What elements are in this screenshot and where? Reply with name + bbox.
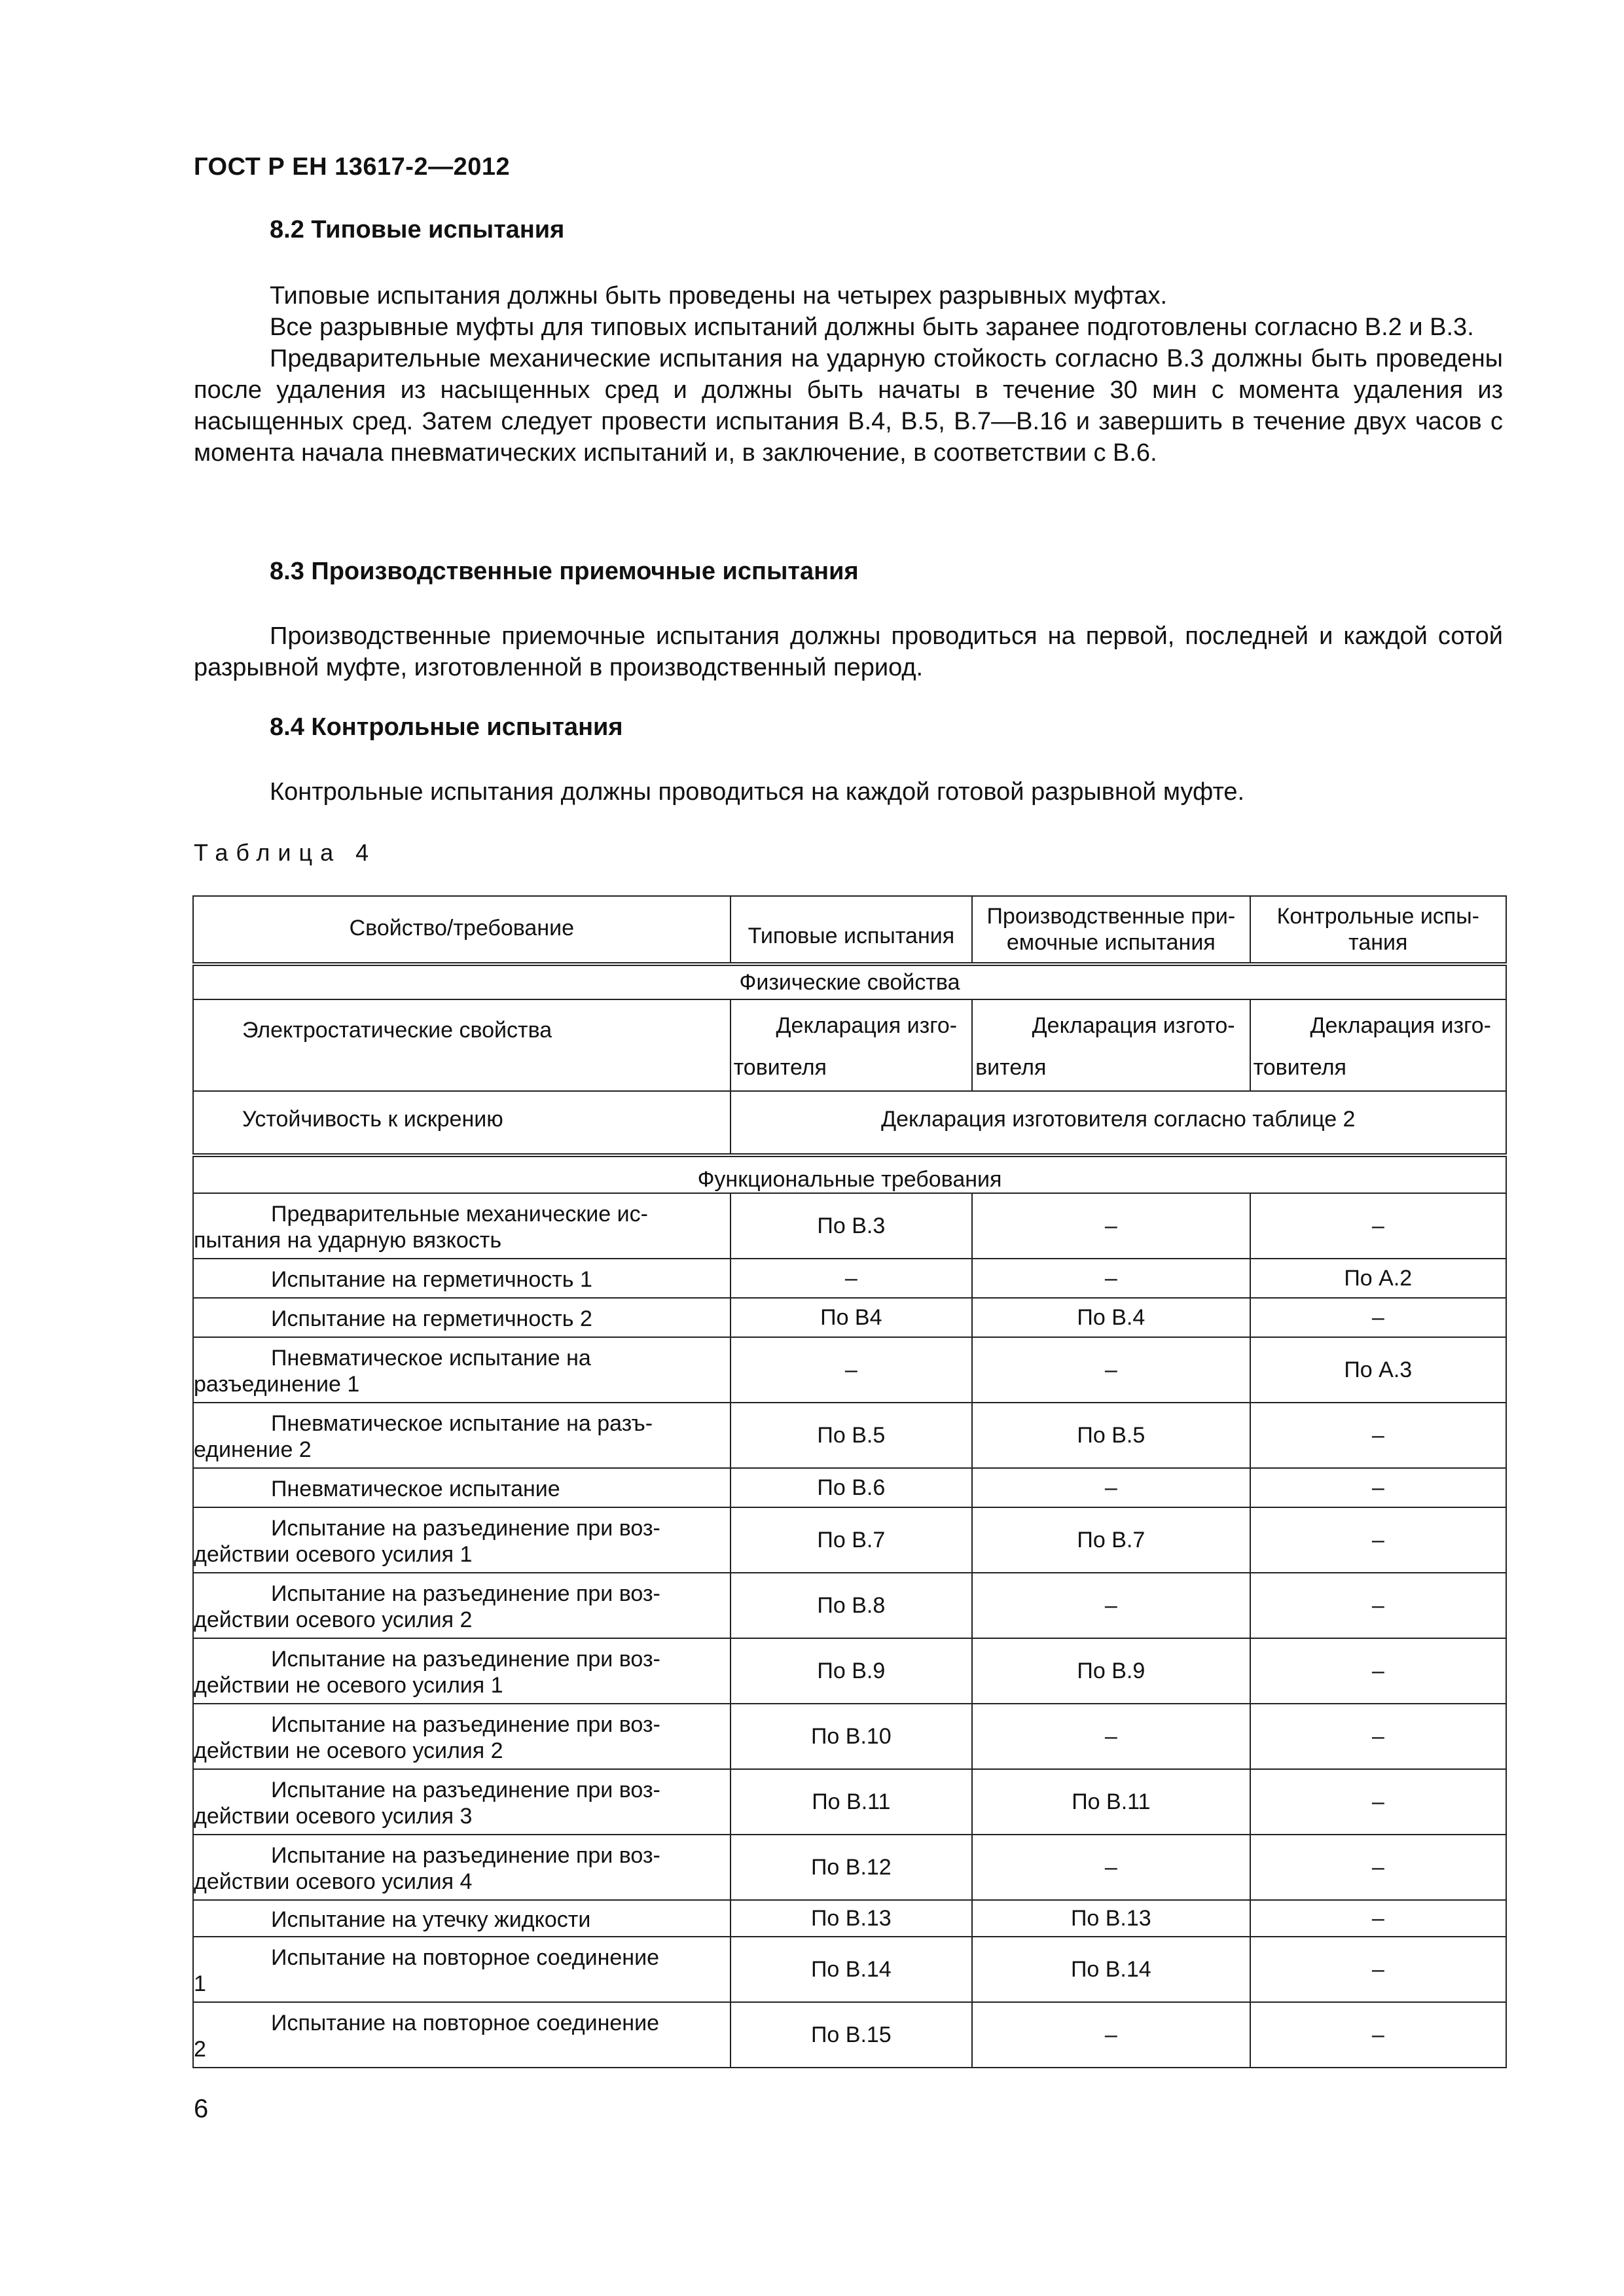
- cell-prod: По B.11: [972, 1769, 1250, 1835]
- row-label-line: Испытание на разъединение при воз-: [271, 1843, 660, 1868]
- row-label: [193, 1704, 731, 1769]
- table-row: [193, 999, 1506, 1091]
- row-label: [193, 1193, 731, 1259]
- paragraph: Типовые испытания должны быть проведены на четырех разрывных муфтах.: [270, 282, 1168, 310]
- table-row: [193, 1638, 1506, 1704]
- cell-prod: –: [972, 1835, 1250, 1900]
- row-label: [193, 1638, 731, 1704]
- table-row: [193, 1403, 1506, 1468]
- table-row: [193, 1337, 1506, 1403]
- cell-typ: По B.14: [731, 1937, 973, 2002]
- row-label-line: пытания на ударную вязкость: [194, 1228, 502, 1253]
- cell-line: Декларация изгото-: [1032, 1013, 1235, 1038]
- cell-ctrl: –: [1250, 1403, 1506, 1468]
- paragraph: Все разрывные муфты для типовых испытаний должны быть заранее подготовлены согласно B.2 и B.3.: [270, 314, 1474, 341]
- section-8-4-title: 8.4 Контрольные испытания: [270, 713, 623, 741]
- cell-typ: По B.11: [731, 1769, 973, 1835]
- cell-ctrl: –: [1250, 1937, 1506, 2002]
- table-4: [192, 895, 1507, 2068]
- table-row: [193, 1835, 1506, 1900]
- row-label-line: действии не осевого усилия 2: [194, 1738, 503, 1763]
- table-row: [193, 1704, 1506, 1769]
- table-section-row: [193, 964, 1506, 999]
- cell-typ: По B.3: [731, 1193, 973, 1259]
- cell-typ: По B.13: [731, 1900, 973, 1937]
- row-label: [193, 1769, 731, 1835]
- cell-typ: По B.12: [731, 1835, 973, 1900]
- row-label-line: Пневматическое испытание на разъ-: [271, 1411, 653, 1436]
- table-row: [193, 1769, 1506, 1835]
- cell-prod: –: [972, 1704, 1250, 1769]
- cell-ctrl: –: [1250, 1468, 1506, 1507]
- cell-typ: По B.9: [731, 1638, 973, 1704]
- functional-rows: [193, 1193, 1506, 2068]
- paragraph: Производственные приемочные испытания должны проводиться на первой, последней и каждой сотой разрывной муфте, изготовленной в производственный период.: [194, 622, 1503, 681]
- row-label-line: единение 2: [194, 1437, 312, 1462]
- cell-type: [731, 999, 973, 1091]
- row-label: [193, 2002, 731, 2068]
- cell-prod: –: [972, 1573, 1250, 1638]
- cell-prod: По B.13: [972, 1900, 1250, 1937]
- row-label-line: Испытание на разъединение при воз-: [271, 1778, 660, 1803]
- paragraph: Контрольные испытания должны проводиться на каждой готовой разрывной муфте.: [270, 778, 1245, 806]
- cell-production: [972, 999, 1250, 1091]
- cell-typ: По B4: [731, 1298, 973, 1337]
- row-label-line: действии не осевого усилия 1: [194, 1673, 503, 1698]
- row-label: [193, 1900, 731, 1937]
- row-label-line: Предварительные механические ис-: [271, 1202, 648, 1227]
- cell-prod: По B.5: [972, 1403, 1250, 1468]
- cell-ctrl: –: [1250, 1835, 1506, 1900]
- document-code: ГОСТ Р ЕН 13617-2—2012: [194, 153, 511, 181]
- cell-typ: По B.15: [731, 2002, 973, 2068]
- row-label-line: действии осевого усилия 3: [194, 1804, 473, 1829]
- table-caption: Таблица 4: [194, 839, 377, 866]
- section-8-3-title: 8.3 Производственные приемочные испытания: [270, 558, 859, 585]
- row-label: Устойчивость к искрению: [193, 1091, 731, 1155]
- section-8-2-title: 8.2 Типовые испытания: [270, 216, 565, 243]
- row-label-line: действии осевого усилия 4: [194, 1869, 473, 1894]
- table-row: [193, 1900, 1506, 1937]
- section-8-2-body: [194, 280, 1503, 469]
- cell-ctrl: –: [1250, 1507, 1506, 1573]
- table-section-row: [193, 1155, 1506, 1193]
- row-label-line: 2: [194, 2037, 206, 2062]
- cell-ctrl: –: [1250, 2002, 1506, 2068]
- table-row: [193, 1259, 1506, 1298]
- table-row: [193, 1091, 1506, 1155]
- cell-ctrl: По А.3: [1250, 1337, 1506, 1403]
- cell-ctrl: По А.2: [1250, 1259, 1506, 1298]
- paragraph: Предварительные механические испытания на ударную стойкость согласно B.3 должны быть проведены после удаления из насыщенных сред и должны быть начаты в течение 30 мин с момента удаления из насыщенных сред. Затем следует провести испытания B.4, B.5, B.7—B.16 и завершить в течение двух часов с момента начала пневматических испытаний и, в заключение, в соответствии с B.6.: [194, 345, 1503, 467]
- row-label-line: Пневматическое испытание: [271, 1477, 560, 1501]
- cell-ctrl: –: [1250, 1704, 1506, 1769]
- row-label-line: 1: [194, 1971, 206, 1996]
- row-label: Электростатические свойства: [193, 999, 731, 1091]
- cell-prod: По B.7: [972, 1507, 1250, 1573]
- row-label: [193, 1337, 731, 1403]
- cell-ctrl: –: [1250, 1900, 1506, 1937]
- cell-ctrl: –: [1250, 1298, 1506, 1337]
- cell-line: товителя: [733, 1055, 827, 1080]
- cell-control: [1250, 999, 1506, 1091]
- cell-typ: –: [731, 1259, 973, 1298]
- cell-typ: По B.6: [731, 1468, 973, 1507]
- header-type-tests: Типовые испытания: [731, 896, 973, 964]
- section-functional: Функциональные требования: [193, 1155, 1506, 1193]
- section-physical: Физические свойства: [193, 964, 1506, 999]
- cell-line: товителя: [1253, 1055, 1346, 1080]
- cell-prod: По B.4: [972, 1298, 1250, 1337]
- header-property: Свойство/требование: [193, 896, 731, 964]
- cell-typ: По B.8: [731, 1573, 973, 1638]
- cell-typ: По B.7: [731, 1507, 973, 1573]
- cell-line: Декларация изго-: [776, 1013, 958, 1038]
- row-label-line: Пневматическое испытание на: [271, 1346, 591, 1371]
- row-label: [193, 1937, 731, 2002]
- table-row: [193, 1298, 1506, 1337]
- row-label: [193, 1468, 731, 1507]
- row-label: [193, 1403, 731, 1468]
- table-row: [193, 1468, 1506, 1507]
- row-label-line: Испытание на герметичность 2: [271, 1306, 592, 1331]
- row-label-line: Испытание на герметичность 1: [271, 1267, 592, 1292]
- cell-prod: –: [972, 2002, 1250, 2068]
- cell-prod: По B.9: [972, 1638, 1250, 1704]
- table-row: [193, 2002, 1506, 2068]
- table-row: [193, 1937, 1506, 2002]
- cell-ctrl: –: [1250, 1193, 1506, 1259]
- cell-line: Декларация изго-: [1310, 1013, 1491, 1038]
- row-label-line: Испытание на разъединение при воз-: [271, 1516, 660, 1541]
- table-row: [193, 1507, 1506, 1573]
- row-label-line: Испытание на повторное соединение: [271, 1945, 659, 1970]
- cell-ctrl: –: [1250, 1573, 1506, 1638]
- cell-ctrl: –: [1250, 1769, 1506, 1835]
- header-control-tests: Контрольные испы-тания: [1250, 896, 1506, 964]
- cell-typ: По B.10: [731, 1704, 973, 1769]
- cell-typ: –: [731, 1337, 973, 1403]
- table-row: [193, 1193, 1506, 1259]
- cell-ctrl: –: [1250, 1638, 1506, 1704]
- row-label-line: действии осевого усилия 2: [194, 1607, 473, 1632]
- row-label-line: Испытание на повторное соединение: [271, 2011, 659, 2036]
- table-row: [193, 1573, 1506, 1638]
- section-8-4-body: [194, 776, 1503, 808]
- section-8-3-body: [194, 620, 1503, 683]
- row-label: [193, 1507, 731, 1573]
- cell-prod: –: [972, 1259, 1250, 1298]
- row-label-line: Испытание на разъединение при воз-: [271, 1581, 660, 1606]
- cell-typ: По B.5: [731, 1403, 973, 1468]
- row-label-line: Испытание на разъединение при воз-: [271, 1647, 660, 1672]
- table-header-row: [193, 896, 1506, 964]
- cell-prod: По B.14: [972, 1937, 1250, 2002]
- header-production-tests: Производственные при-емочные испытания: [972, 896, 1250, 964]
- row-label: [193, 1298, 731, 1337]
- cell-merged: Декларация изготовителя согласно таблице 2: [731, 1091, 1506, 1155]
- cell-prod: –: [972, 1337, 1250, 1403]
- cell-line: вителя: [975, 1055, 1047, 1080]
- cell-prod: –: [972, 1468, 1250, 1507]
- row-label: [193, 1573, 731, 1638]
- row-label-line: Испытание на утечку жидкости: [271, 1907, 591, 1932]
- row-label-line: действии осевого усилия 1: [194, 1542, 473, 1567]
- row-label: [193, 1835, 731, 1900]
- row-label: [193, 1259, 731, 1298]
- row-label-line: разъединение 1: [194, 1372, 360, 1397]
- page-number: 6: [194, 2094, 209, 2123]
- row-label-line: Испытание на разъединение при воз-: [271, 1712, 660, 1737]
- cell-prod: –: [972, 1193, 1250, 1259]
